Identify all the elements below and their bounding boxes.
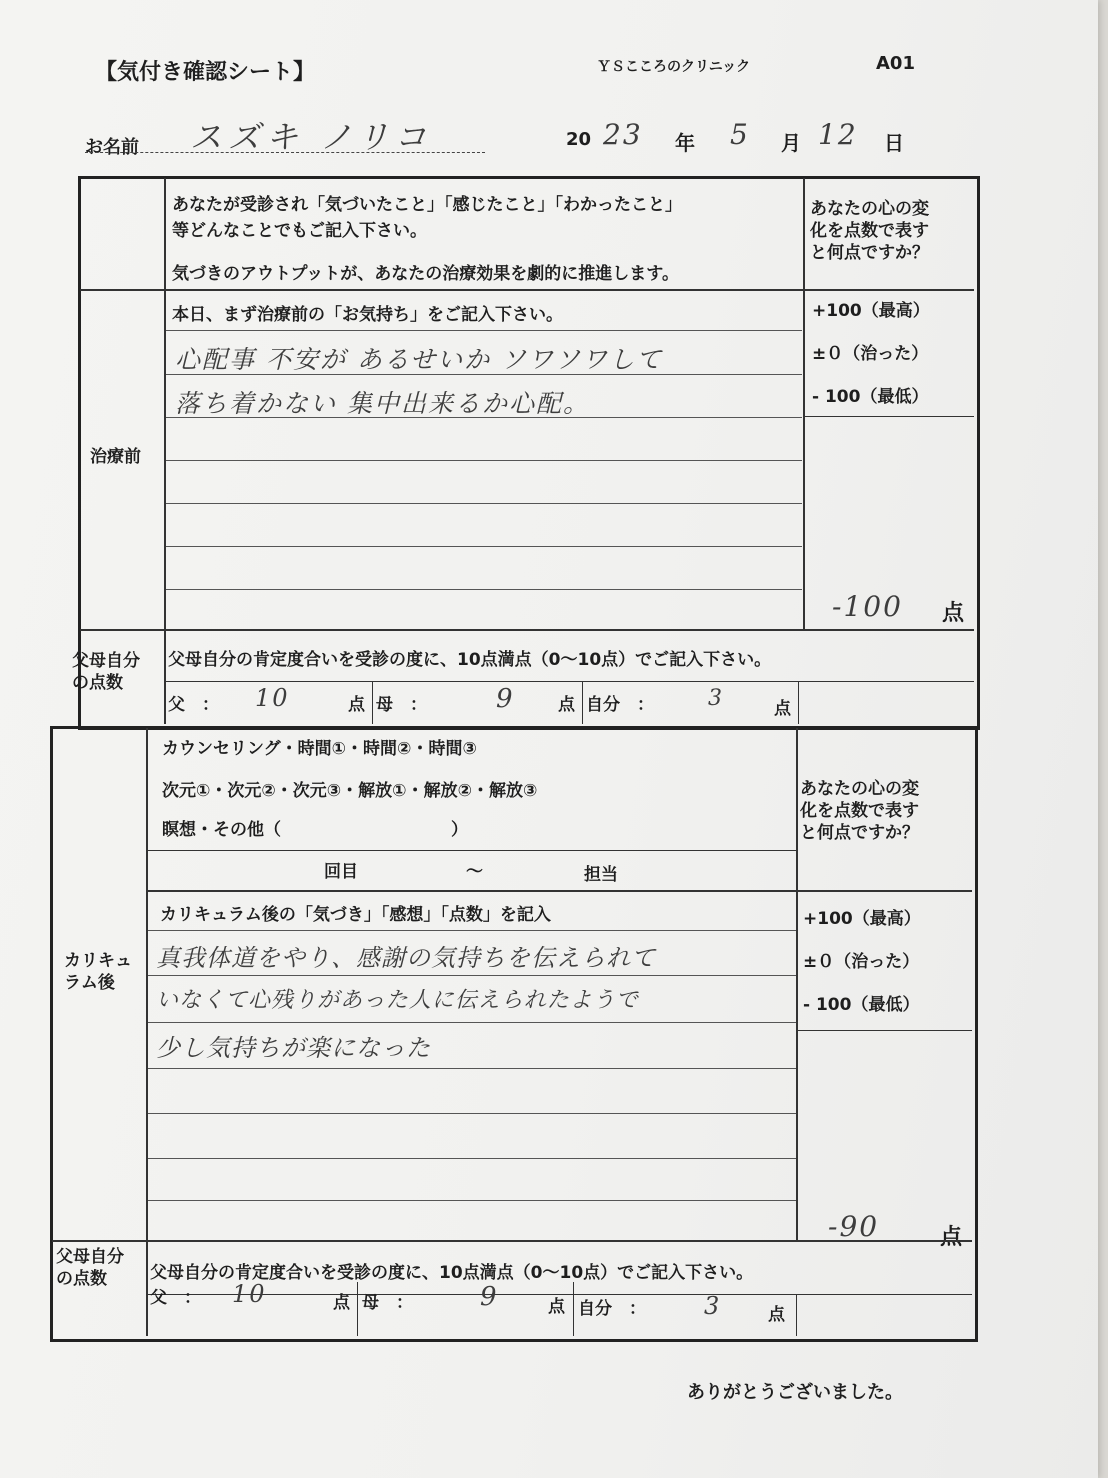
- parents2-divider: [357, 1282, 358, 1336]
- before-prompt: 本日、まず治療前の「お気持ち」をご記入下さい。: [172, 305, 563, 325]
- name-label: お名前: [85, 137, 139, 158]
- before-rule: [166, 330, 802, 331]
- parents1-father-label: 父 ：: [168, 695, 219, 715]
- curriculum-score-unit: 点: [940, 1225, 963, 1250]
- before-section-label: 治療前: [90, 447, 141, 467]
- before-rule: [166, 546, 802, 547]
- curriculum-rule: [148, 1068, 796, 1069]
- before-bottom-rule: [80, 629, 974, 631]
- parents1-self-value: 3: [708, 686, 724, 711]
- parents1-divider: [372, 682, 373, 724]
- before-scale-rule: [804, 416, 974, 417]
- intro-line-3: 気づきのアウトプットが、あなたの治療効果を劇的に推進します。: [172, 264, 679, 284]
- parents1-father-value: 10: [255, 684, 290, 712]
- parents2-divider: [573, 1282, 574, 1336]
- parents2-prompt: 父母自分の肯定度合いを受診の度に、10点満点（0〜10点）でご記入下さい。: [150, 1263, 754, 1283]
- curriculum-rule: [148, 1158, 796, 1159]
- intro-score-question: あなたの心の変 化を点数で表す と何点ですか？: [810, 199, 929, 263]
- month-label: 月: [781, 131, 801, 155]
- curriculum-line-2: いなくて心残りがあった人に伝えられたようで: [156, 988, 639, 1013]
- curriculum-tilde: 〜: [466, 862, 483, 882]
- curriculum-rule: [148, 1113, 796, 1114]
- parents2-father-unit: 点: [333, 1293, 350, 1313]
- parents2-mother-value: 9: [480, 1282, 499, 1312]
- day-value: 12: [818, 118, 858, 151]
- before-score-unit: 点: [942, 601, 965, 626]
- curriculum-score-question: あなたの心の変 化を点数で表す と何点ですか？: [800, 779, 919, 843]
- curriculum-section-label: カリキュ ラム後: [64, 951, 132, 993]
- curriculum-rule: [148, 1200, 796, 1201]
- lower-score-divider: [796, 728, 798, 1240]
- year-label: 年: [675, 131, 695, 155]
- before-rule: [166, 503, 802, 504]
- year-value: 23: [603, 118, 643, 151]
- day-label: 日: [884, 131, 904, 155]
- curriculum-score-value: -90: [828, 1210, 880, 1243]
- before-line-2: 落ち着かない 集中出来るか心配。: [175, 389, 590, 418]
- name-underline: [85, 152, 485, 153]
- curriculum-staff-label: 担当: [584, 865, 618, 885]
- thanks-message: ありがとうございました。: [687, 1382, 903, 1403]
- parents2-self-value: 3: [704, 1292, 722, 1320]
- parents1-father-unit: 点: [348, 695, 365, 715]
- parents2-divider: [796, 1294, 797, 1336]
- sheet-title: 【気付き確認シート】: [95, 60, 316, 85]
- before-rule: [166, 460, 802, 461]
- curriculum-rule: [148, 930, 796, 931]
- before-rule: [166, 374, 802, 375]
- curriculum-rule: [148, 850, 796, 851]
- curriculum-prompt: カリキュラム後の「気づき」「感想」「点数」を記入: [160, 905, 551, 925]
- form-code: A01: [876, 53, 915, 74]
- curriculum-rule: [148, 975, 796, 976]
- upper-score-divider: [803, 178, 805, 630]
- parents2-mother-label: 母 ：: [362, 1293, 413, 1313]
- clinic-name: ＹＳこころのクリニック: [597, 59, 751, 75]
- parents2-mother-unit: 点: [548, 1297, 565, 1317]
- intro-line-1: あなたが受診され「気づいたこと」「感じたこと」「わかったこと」: [172, 195, 682, 215]
- parents1-rule: [164, 681, 974, 682]
- curriculum-options-2: 次元①・次元②・次元③・解放①・解放②・解放③: [162, 781, 538, 801]
- parents1-prompt: 父母自分の肯定度合いを受診の度に、10点満点（0〜10点）でご記入下さい。: [168, 650, 772, 670]
- before-rule: [166, 417, 802, 418]
- lower-label-divider: [146, 728, 148, 1336]
- month-value: 5: [730, 118, 750, 151]
- curriculum-rule: [148, 1022, 796, 1023]
- curriculum-scale: +100（最高） ±０（治った） - 100（最低）: [803, 909, 921, 1015]
- name-value: スズキ ノリコ: [190, 118, 433, 156]
- upper-label-divider: [164, 178, 166, 724]
- curriculum-line-3: 少し気持ちが楽になった: [156, 1034, 431, 1062]
- parents1-self-unit: 点: [774, 699, 791, 719]
- curriculum-options-3: 瞑想・その他（ ）: [162, 820, 468, 840]
- before-rule: [166, 589, 802, 590]
- parents1-mother-label: 母 ：: [376, 695, 427, 715]
- year-prefix: 20: [566, 129, 592, 150]
- curriculum-options-1: カウンセリング・時間①・時間②・時間③: [162, 739, 477, 759]
- parents1-section-label: 父母自分 の点数: [72, 651, 140, 693]
- curriculum-rule: [148, 890, 972, 892]
- curriculum-scale-rule: [798, 1030, 972, 1031]
- parents2-father-value: 10: [232, 1280, 267, 1308]
- before-score-value: -100: [832, 590, 903, 623]
- parents1-self-label: 自分 ：: [586, 695, 654, 715]
- curriculum-bottom-rule: [52, 1240, 972, 1242]
- parents1-divider: [582, 682, 583, 724]
- curriculum-line-1: 真我体道をやり、感謝の気持ちを伝えられて: [156, 944, 656, 972]
- parents2-self-unit: 点: [768, 1305, 785, 1325]
- parents2-father-label: 父 ：: [150, 1288, 201, 1308]
- parents2-section-label: 父母自分 の点数: [56, 1247, 124, 1289]
- parents1-mother-unit: 点: [558, 695, 575, 715]
- before-scale: +100（最高） ±０（治った） - 100（最低）: [812, 301, 930, 407]
- intro-line-2: 等どんなことでもご記入下さい。: [172, 221, 427, 241]
- before-line-1: 心配事 不安が あるせいか ソワソワして: [175, 345, 664, 374]
- curriculum-count-label: 回目: [324, 862, 358, 882]
- parents1-divider: [798, 682, 799, 724]
- parents2-self-label: 自分 ：: [578, 1299, 646, 1319]
- parents1-mother-value: 9: [496, 684, 515, 714]
